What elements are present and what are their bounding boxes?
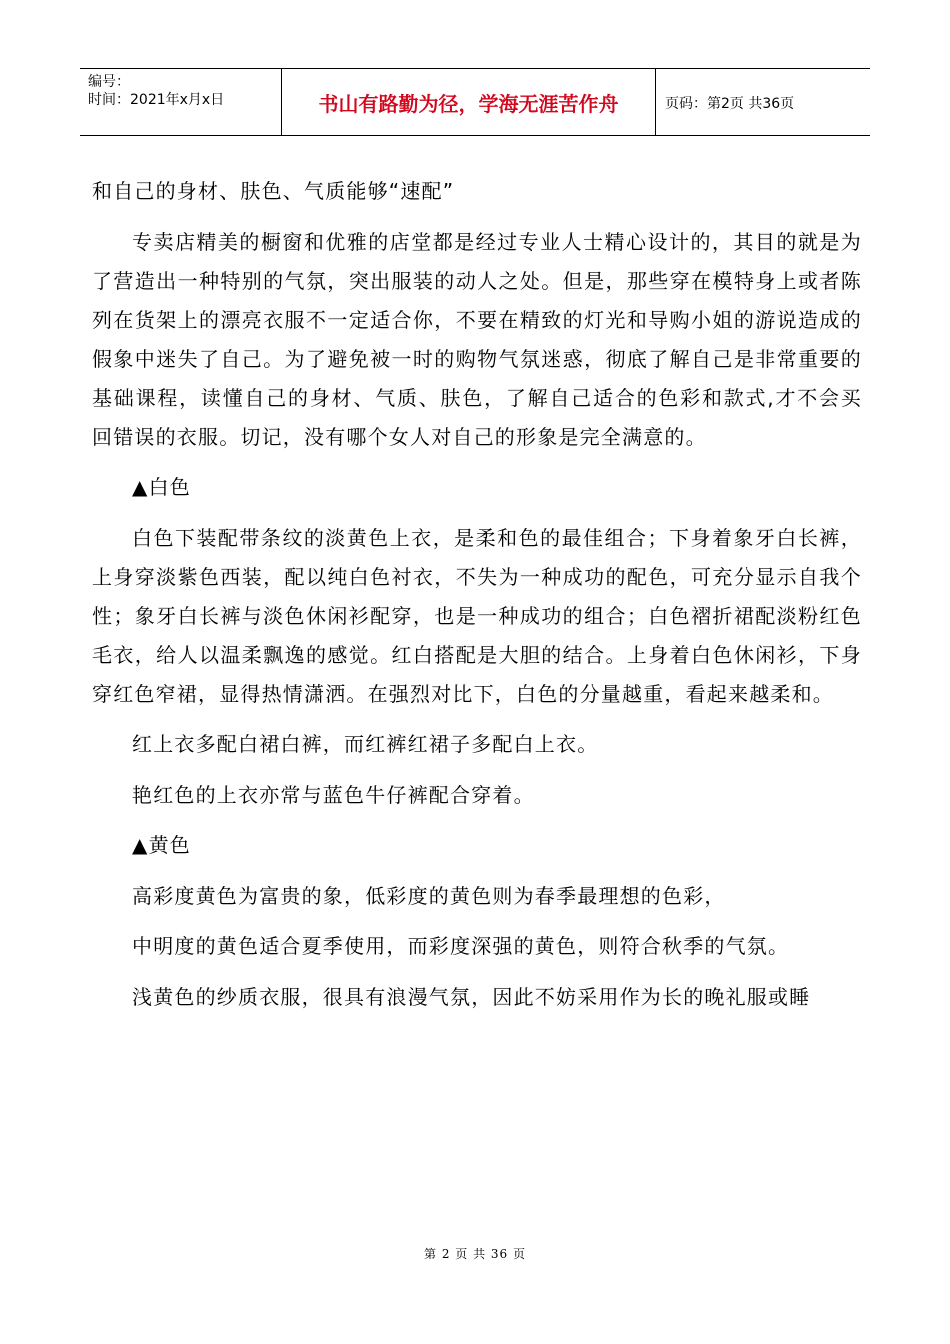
document-body (92, 172, 862, 1028)
paragraph-shop-display: 专卖店精美的橱窗和优雅的店堂都是经过专业人士精心设计的，其目的就是为了营造出一种特别的气氛，突出服装的动人之处。但是，那些穿在模特身上或者陈列在货架上的漂亮衣服不一定适合你，不要在精致的灯光和导购小姐的游说造成的假象中迷失了自己。为了避免被一时的购物气氛迷惑，彻底了解自己是非常重要的基础课程，读懂自己的身材、气质、肤色，了解自己适合的色彩和款式,才不会买回错误的衣服。切记，没有哪个女人对自己的形象是完全满意的。 (92, 229, 862, 449)
header-meta (80, 69, 282, 135)
section-heading-yellow: ▲黄色 (132, 833, 191, 857)
page-footer: 第 2 页 共 36 页 (424, 1247, 526, 1261)
paragraph-continuation: 和自己的身材、肤色、气质能够“速配” (92, 179, 455, 203)
paragraph-bright-red: 艳红色的上衣亦常与蓝色牛仔裤配合穿着。 (132, 782, 535, 807)
header-motto: 书山有路勤为径，学海无涯苦作舟 (282, 69, 656, 135)
paragraph-red-top: 红上衣多配白裙白裤，而红裤红裙子多配白上衣。 (132, 732, 599, 756)
paragraph-yellow-mid: 中明度的黄色适合夏季使用，而彩度深强的黄色，则符合秋季的气氛。 (132, 934, 790, 958)
number-label: 编号： (88, 74, 130, 90)
paragraph-yellow-light: 浅黄色的纱质衣服，很具有浪漫气氛，因此不妨采用作为长的晚礼服或睡 (132, 984, 811, 1009)
date-label: 时间：2021年x月x日 (88, 92, 225, 108)
page-header (80, 68, 870, 136)
section-heading-white: ▲白色 (132, 475, 191, 499)
paragraph-yellow-high: 高彩度黄色为富贵的象，低彩度的黄色则为春季最理想的色彩， (132, 883, 726, 908)
paragraph-white-matching: 白色下装配带条纹的淡黄色上衣，是柔和色的最佳组合；下身着象牙白长裤，上身穿淡紫色西装，配以纯白色衬衣，不失为一种成功的配色，可充分显示自我个性；象牙白长裤与淡色休闲衫配穿，也是一种成功的组合；白色褶折裙配淡粉红色毛衣，给人以温柔飘逸的感觉。红白搭配是大胆的结合。上身着白色休闲衫，下身 穿红色窄裙，显得热情潇洒。在强烈对比下，白色的分量越重，看起来越柔和。 (92, 525, 862, 706)
header-page-info: 页码：第2页 共36页 (665, 96, 795, 112)
